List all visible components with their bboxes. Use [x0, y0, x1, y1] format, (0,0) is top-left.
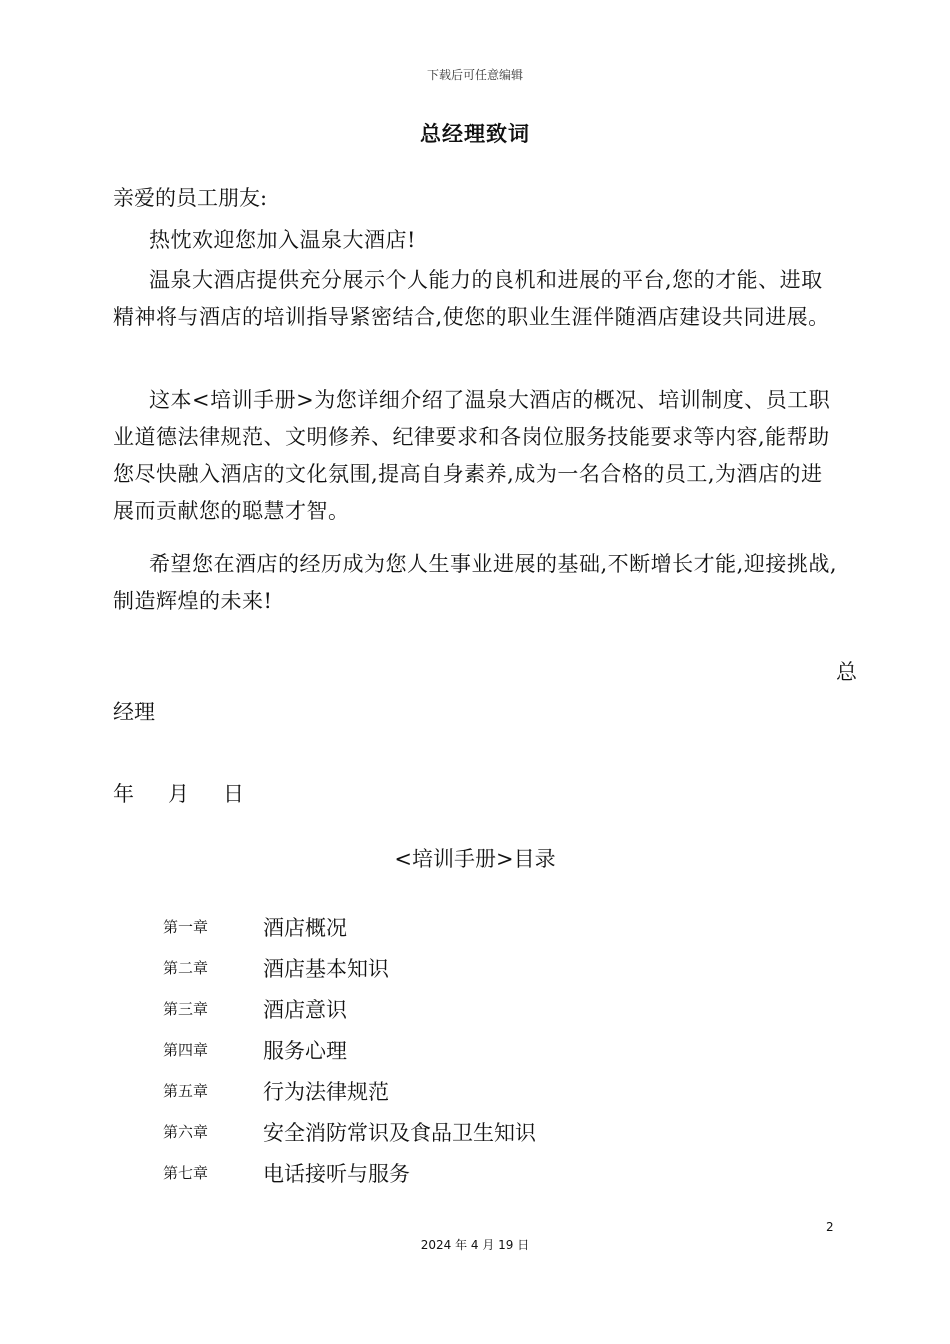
date-day: 日	[223, 782, 244, 806]
paragraph-2: 温泉大酒店提供充分展示个人能力的良机和进展的平台,您的才能、进取精神将与酒店的培训指导紧密结合,使您的职业生涯伴随酒店建设共同进展。	[113, 268, 830, 329]
toc-chapter-label: 第三章	[163, 1000, 209, 1018]
toc-chapter-name: 酒店基本知识	[263, 956, 389, 981]
toc-chapter-label: 第六章	[163, 1123, 209, 1141]
toc-chapter-name: 酒店概况	[263, 915, 347, 940]
header-note: 下载后可任意编辑	[426, 68, 523, 82]
toc-list	[163, 906, 536, 1193]
toc-chapter-label: 第一章	[163, 918, 209, 936]
paragraph-3: 这本<培训手册>为您详细介绍了温泉大酒店的概况、培训制度、员工职业道德法律规范、文明修养、纪律要求和各岗位服务技能要求等内容,能帮助您尽快融入酒店的文化氛围,提高自身素养,成为一名合格的员工,为酒店的进展而贡献您的聪慧才智。	[113, 388, 831, 523]
toc-item	[163, 1152, 536, 1193]
paragraph-4: 希望您在酒店的经历成为您人生事业进展的基础,不断增长才能,迎接挑战,制造辉煌的未来!	[113, 552, 838, 613]
toc-item	[163, 1111, 536, 1152]
page-title: 总经理致词	[420, 122, 530, 146]
toc-item	[163, 947, 536, 988]
toc-item	[163, 988, 536, 1029]
footer-date: 2024 年 4 月 19 日	[420, 1238, 530, 1252]
toc-chapter-name: 行为法律规范	[263, 1079, 389, 1104]
letter-date	[113, 776, 244, 813]
salutation: 亲爱的员工朋友:	[113, 186, 268, 210]
paragraph-1: 热忱欢迎您加入温泉大酒店!	[149, 228, 416, 252]
page-number: 2	[826, 1220, 834, 1234]
toc-title: <培训手册>目录	[394, 847, 556, 871]
toc-item	[163, 906, 536, 947]
toc-chapter-label: 第四章	[163, 1041, 209, 1059]
toc-chapter-name: 安全消防常识及食品卫生知识	[263, 1120, 536, 1145]
signature-part-2: 经理	[113, 700, 155, 724]
signature-part-1: 总	[836, 660, 857, 684]
toc-chapter-label: 第五章	[163, 1082, 209, 1100]
toc-chapter-name: 服务心理	[263, 1038, 347, 1063]
date-month: 月	[168, 782, 189, 806]
toc-chapter-label: 第七章	[163, 1164, 209, 1182]
toc-item	[163, 1070, 536, 1111]
toc-chapter-name: 酒店意识	[263, 997, 347, 1022]
toc-chapter-name: 电话接听与服务	[263, 1161, 410, 1186]
toc-chapter-label: 第二章	[163, 959, 209, 977]
toc-item	[163, 1029, 536, 1070]
date-year: 年	[113, 782, 134, 806]
